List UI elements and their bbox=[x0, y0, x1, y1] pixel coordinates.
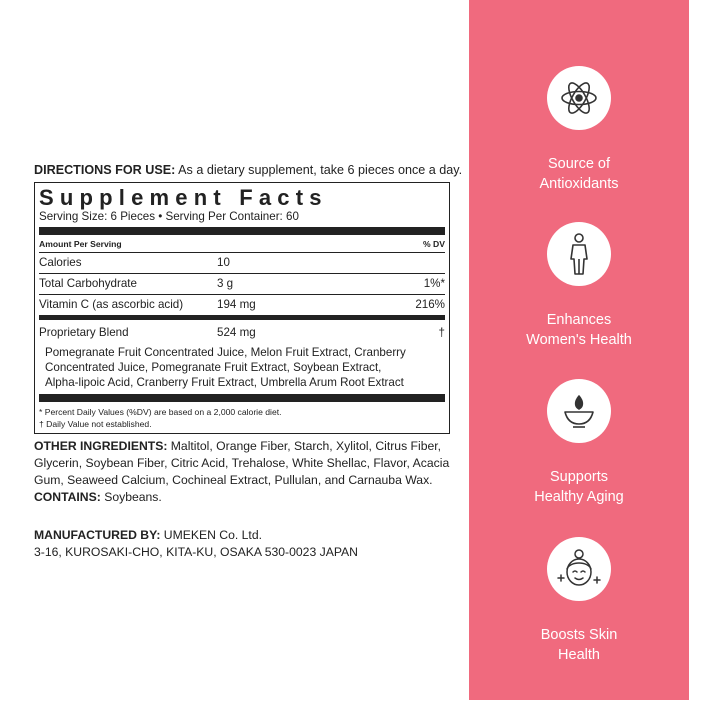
directions-text: As a dietary supplement, take 6 pieces once a day. bbox=[175, 163, 463, 177]
contains-label: CONTAINS: bbox=[34, 490, 101, 504]
facts-row bbox=[39, 294, 445, 315]
blend-ingredients bbox=[39, 343, 445, 394]
footnotes bbox=[39, 402, 445, 431]
supplement-facts-title: Supplement Facts bbox=[39, 185, 328, 210]
benefit-line: Boosts Skin bbox=[540, 627, 618, 643]
directions bbox=[34, 162, 463, 178]
benefit-icon-circle bbox=[547, 222, 611, 286]
benefit-icon-circle bbox=[547, 379, 611, 443]
contains-text: Soybeans. bbox=[100, 490, 162, 504]
dv-header: % DV bbox=[423, 239, 445, 249]
blend-line: Concentrated Juice, Pomegranate Fruit Extract, Soybean Extract, bbox=[45, 361, 382, 374]
footnote-dagger: † Daily Value not established. bbox=[39, 419, 152, 429]
benefit-text bbox=[469, 154, 689, 194]
other-ingredients-text: Maltitol, Orange Fiber, Starch, Xylitol, Citrus Fiber, Glycerin, Soybean Fiber, Citric Acid, Trehalose, White Shellac, Flavor, Acacia Gum, Seaweed Calcium, Cochineal Extract, Pullulan, and Carnauba Wax. bbox=[34, 439, 450, 487]
oil-lamp-icon bbox=[560, 392, 598, 430]
benefit-icon-circle bbox=[547, 537, 611, 601]
benefit-line: Supports bbox=[549, 469, 609, 485]
manufacturer-name: UMEKEN Co. Ltd. bbox=[160, 528, 262, 542]
blend-row bbox=[39, 320, 445, 343]
benefit-icon-circle bbox=[547, 66, 611, 130]
nutrient-name: Total Carbohydrate bbox=[39, 277, 137, 290]
benefit-text bbox=[469, 467, 689, 507]
benefit-antioxidants bbox=[469, 66, 689, 194]
blend-line: Pomegranate Fruit Concentrated Juice, Melon Fruit Extract, Cranberry bbox=[45, 346, 406, 359]
benefit-healthy-aging bbox=[469, 379, 689, 507]
directions-label: DIRECTIONS FOR USE: bbox=[34, 163, 176, 177]
blend-line: Alpha-lipoic Acid, Cranberry Fruit Extract, Umbrella Arum Root Extract bbox=[45, 376, 404, 389]
facts-row bbox=[39, 252, 445, 273]
manufacturer-address: 3-16, KUROSAKI-CHO, KITA-KU, OSAKA 530-0023 JAPAN bbox=[34, 545, 358, 559]
blend-dv: † bbox=[438, 326, 445, 339]
benefit-line: Source of bbox=[547, 156, 611, 172]
benefit-womens-health bbox=[469, 222, 689, 350]
other-ingredients-label: OTHER INGREDIENTS: bbox=[34, 439, 168, 453]
nutrient-dv bbox=[385, 256, 445, 270]
thick-divider bbox=[39, 394, 445, 402]
facts-row bbox=[39, 273, 445, 294]
benefit-line: Women's Health bbox=[526, 332, 632, 348]
nutrient-name: Vitamin C (as ascorbic acid) bbox=[39, 298, 184, 311]
woman-figure-icon bbox=[562, 232, 596, 276]
footnote-dv: * Percent Daily Values (%DV) are based on a 2,000 calorie diet. bbox=[39, 407, 282, 417]
nutrient-dv: 1%* bbox=[423, 277, 445, 290]
benefit-line: Enhances bbox=[546, 312, 612, 328]
serving-info: Serving Size: 6 Pieces • Serving Per Container: 60 bbox=[39, 210, 299, 223]
amount-per-serving: Amount Per Serving bbox=[39, 239, 122, 249]
manufacturer-info bbox=[34, 527, 450, 561]
supplement-facts-panel bbox=[34, 182, 450, 434]
benefit-skin-health bbox=[469, 537, 689, 665]
other-ingredients bbox=[34, 438, 450, 506]
nutrient-amount: 10 bbox=[217, 256, 230, 269]
nutrient-dv: 216% bbox=[415, 298, 445, 311]
facts-header bbox=[39, 235, 445, 252]
blend-amount: 524 mg bbox=[217, 326, 256, 339]
nutrient-name: Calories bbox=[39, 256, 82, 269]
thick-divider bbox=[39, 227, 445, 235]
manufacturer-label: MANUFACTURED BY: bbox=[34, 528, 161, 542]
benefit-line: Healthy Aging bbox=[534, 489, 624, 505]
nutrient-amount: 194 mg bbox=[217, 298, 256, 311]
benefits-panel bbox=[469, 0, 689, 700]
sparkling-face-icon bbox=[556, 547, 602, 591]
blend-name: Proprietary Blend bbox=[39, 326, 129, 339]
nutrient-amount: 3 g bbox=[217, 277, 234, 290]
benefit-line: Antioxidants bbox=[539, 176, 619, 192]
atom-icon bbox=[559, 78, 599, 118]
benefit-text bbox=[469, 310, 689, 350]
benefit-text bbox=[469, 625, 689, 665]
label-content bbox=[34, 162, 463, 561]
benefit-line: Health bbox=[558, 647, 600, 663]
